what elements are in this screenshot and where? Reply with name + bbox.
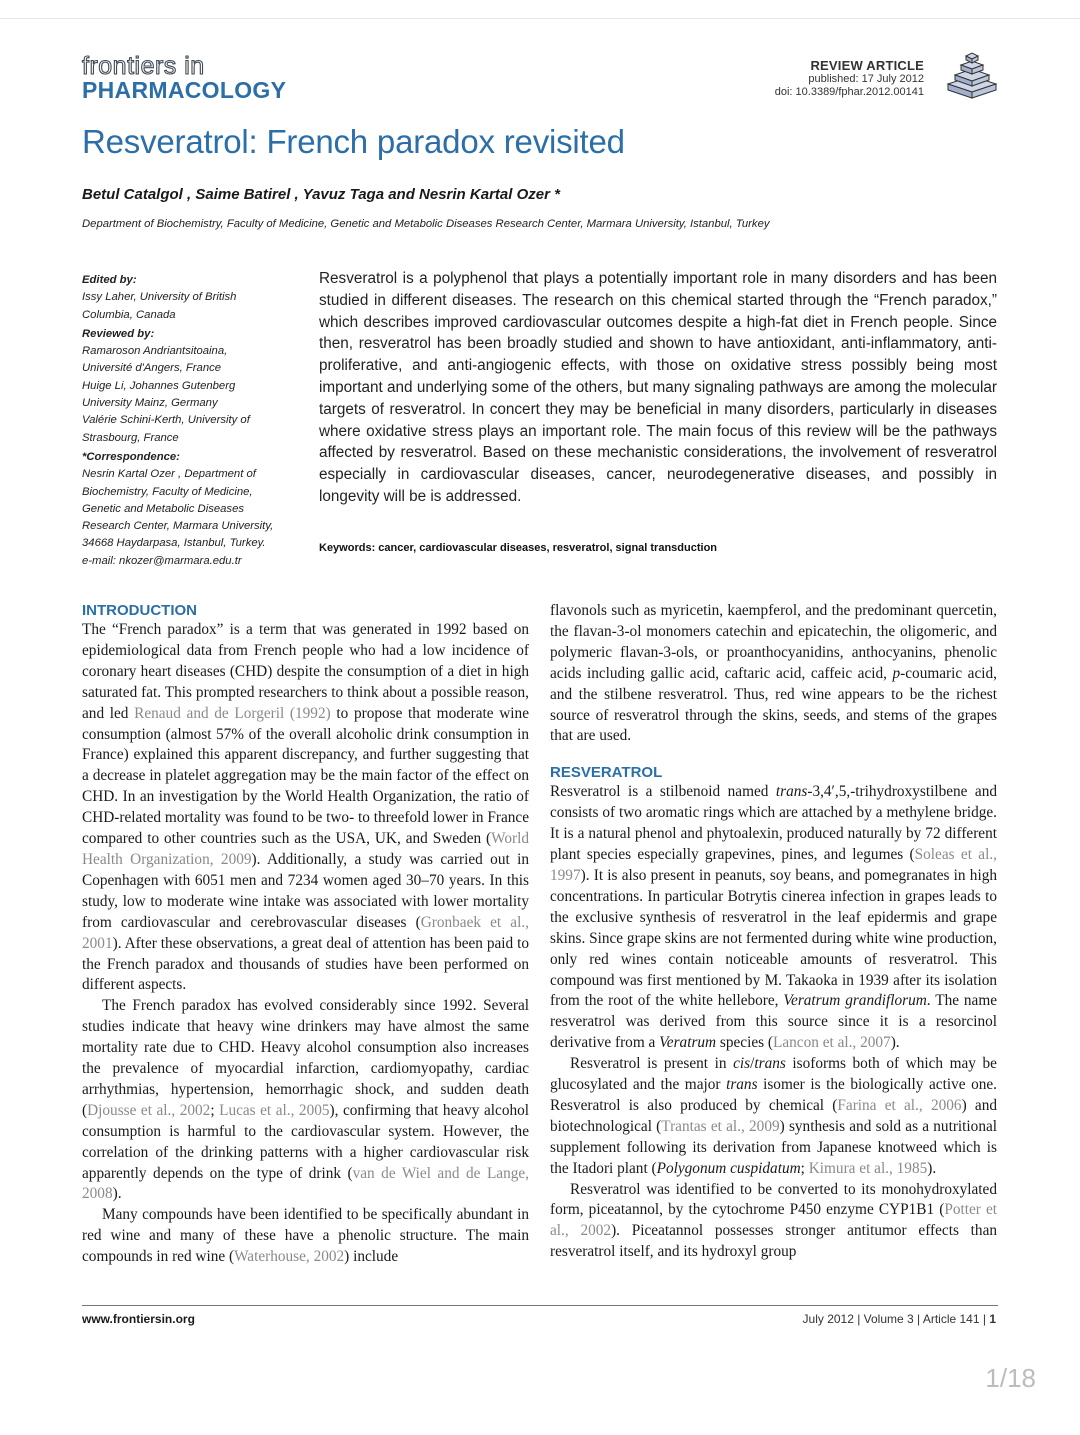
reviewer-line: Strasbourg, France: [82, 431, 179, 444]
reviewer-line: University Mainz, Germany: [82, 397, 218, 410]
paragraph: The “French paradox” is a term that was generated in 1992 based on epidemiological data from French people who had a low incidence of coronary heart diseases (CHD) despite the consumption of a diet in high saturated fat. This prompted researchers to think about a possible reason, and led Renaud and de Lorgeril (1992) to propose that moderate wine consumption (almost 57% of the overall alcoholic drink consumption in France) explained this apparent discrepancy, and further suggesting that a decrease in platelet aggregation may be the main factor of the effect on CHD. In an investigation by the World Health Organization, the ratio of CHD-related mortality was found to be two- to threefold lower in France compared to other countries such as the USA, UK, and Sweden (World Health Organization, 2009). Additionally, a study was carried out in Copenhagen with 6051 men and 7234 women aged 30–70 years. In this study, low to moderate wine intake was associated with lower mortality from cardiovascular and cerebrovascular diseases (Gronbaek et al., 2001). After these observations, a great deal of attention has been paid to the French paradox and thousands of studies have been performed on different aspects.: [82, 621, 529, 994]
affiliation: Department of Biochemistry, Faculty of Medicine, Genetic and Metabolic Diseases Research Center, Marmara University, Istanbul, Turkey: [82, 218, 770, 230]
author-list: Betul Catalgol , Saime Batirel , Yavuz Taga and Nesrin Kartal Ozer *: [82, 186, 560, 203]
footer-divider: [82, 1305, 998, 1306]
article-info: [775, 58, 924, 98]
citation-link[interactable]: Renaud and de Lorgeril (1992): [134, 704, 331, 722]
paragraph: Resveratrol is a stilbenoid named trans-3,4′,5,-trihydroxystilbene and consists of two aromatic rings which are attached by a methylene bridge. It is a natural phenol and phytoalexin, produced naturally by 72 different plant species especially grapevines, pines, and legumes (Soleas et al., 1997). It is also present in peanuts, soy beans, and pomegranates in high concentrations. In particular Botrytis cinerea infection in grapes leads to the exclusive synthesis of resveratrol in the leaf epidermis and grape skins. Since grape skins are not fermented during white wine production, only red wines contain noticeable amounts of resveratrol. This compound was first mentioned by M. Takaoka in 1939 after its isolation from the root of the white hellebore, Veratrum grandiflorum. The name resveratrol was derived from this source since it is a resorcinol derivative from a Veratrum species (Lancon et al., 2007).: [550, 783, 998, 1052]
review-article-icon: [944, 50, 1000, 100]
top-divider: [0, 18, 1080, 19]
paragraph: Resveratrol was identified to be converted to its monohydroxylated form, piceatannol, by the cytochrome P450 enzyme CYP1B1 (Potter et al., 2002). Piceatannol possesses stronger antitumor effects than resveratrol itself, and its hydroxyl group: [550, 1180, 998, 1261]
abstract: Resveratrol is a polyphenol that plays a potentially important role in many disorders and has been studied in different diseases. The research on this chemical started through the “French paradox,” which describes improved cardiovascular outcomes despite a high-fat diet in French people. Since then, resveratrol has been broadly studied and shown to have antioxidant, anti-inflammatory, anti-proliferative, and anti-angiogenic effects, with those on oxidative stress possibly being most important and underlying some of the others, but many signaling pathways are among the molecular targets of resveratrol. In concert they may be beneficial in many disorders, particularly in diseases where oxidative stress plays an important role. The main focus of this review will be the pathways affected by resveratrol. Based on these mechanistic considerations, the involvement of resveratrol especially in cardiovascular diseases, cancer, neurodegenerative diseases, and possibly in longevity will be is addressed.: [319, 270, 997, 505]
editor-line: Columbia, Canada: [82, 308, 176, 321]
section-heading-introduction: INTRODUCTION: [82, 602, 197, 619]
correspondence-line: Biochemistry, Faculty of Medicine,: [82, 485, 253, 498]
citation-link[interactable]: Potter et al., 2002: [550, 1201, 997, 1240]
footer-issue-info: July 2012 | Volume 3 | Article 141 | 1: [802, 1312, 996, 1326]
footer-page-number: 1: [989, 1312, 996, 1326]
citation-link[interactable]: Gronbaek et al., 2001: [82, 913, 529, 952]
article-type: REVIEW ARTICLE: [810, 58, 924, 73]
citation-link[interactable]: Lancon et al., 2007: [773, 1034, 891, 1052]
journal-name-bottom: PHARMACOLOGY: [82, 77, 287, 103]
correspondence-line: Genetic and Metabolic Diseases: [82, 502, 245, 515]
correspondence-line: Nesrin Kartal Ozer , Department of: [82, 468, 256, 481]
reviewer-line: Valérie Schini-Kerth, University of: [82, 414, 250, 427]
paragraph: Many compounds have been identified to be specifically abundant in red wine and many of these have a phenolic structure. The main compounds in red wine (Waterhouse, 2002) include: [82, 1206, 529, 1266]
section-heading-resveratrol: RESVERATROL: [550, 764, 663, 782]
right-column: [550, 601, 997, 1263]
correspondence-heading: *Correspondence:: [82, 450, 180, 463]
correspondence-line: 34668 Haydarpasa, Istanbul, Turkey.: [82, 537, 266, 550]
reviewer-line: Ramaroson Andriantsitoaina,: [82, 345, 228, 358]
reviewer-line: Université d'Angers, France: [82, 362, 222, 375]
page-indicator: 1/18: [985, 1363, 1036, 1393]
paragraph: Resveratrol is present in cis/trans isoforms both of which may be glucosylated and the major trans isomer is the biologically active one. Resveratrol is also produced by chemical (Farina et al., 2006) and biotechnological (Trantas et al., 2009) synthesis and sold as a nutritional supplement following its derivation from Japanese knotweed which is the Itadori plant (Polygonum cuspidatum; Kimura et al., 1985).: [550, 1055, 998, 1177]
correspondence-email[interactable]: e-mail: nkozer@marmara.edu.tr: [82, 554, 242, 567]
paragraph: The French paradox has evolved considerably since 1992. Several studies indicate that heavy wine drinkers may have almost the same mortality rate due to CHD. Heavy alcohol consumption also increases the prevalence of myocardial infarction, cardiomyopathy, cardiac arrhythmias, hypertension, hemorrhagic shock, and sudden death (Djousse et al., 2002; Lucas et al., 2005), confirming that heavy alcohol consumption is harmful to the cardiovascular system. However, the correlation of the drinking patterns with a higher cardiovascular risk apparently depends on the type of drink (van de Wiel and de Lange, 2008).: [82, 997, 530, 1203]
citation-link[interactable]: Djousse et al., 2002: [87, 1101, 211, 1119]
doi-link[interactable]: doi: 10.3389/fphar.2012.00141: [774, 85, 924, 98]
citation-link[interactable]: Waterhouse, 2002: [234, 1248, 345, 1266]
keywords: Keywords: cancer, cardiovascular diseases, resveratrol, signal transduction: [319, 542, 718, 554]
citation-link[interactable]: Soleas et al., 1997: [550, 846, 997, 884]
journal-logo[interactable]: [82, 54, 286, 102]
paragraph: flavonols such as myricetin, kaempferol, and the predominant quercetin, the flavan-3-ol monomers catechin and epicatechin, the oligomeric, and polymeric flavan-3-ols, or proanthocyanidins, anthocyanins, phenolic acids including gallic acid, caftaric acid, caffeic acid, p-coumaric acid, and the stilbene resveratrol. Thus, red wine appears to be the richest source of resveratrol through the skins, seeds, and stems of the grapes that are used.: [550, 602, 997, 745]
edited-by-heading: Edited by:: [82, 274, 137, 286]
editor-line: Issy Laher, University of British: [82, 291, 237, 304]
editorial-sidebar: [82, 270, 307, 570]
article-title: Resveratrol: French paradox revisited: [82, 123, 625, 160]
citation-link[interactable]: Farina et al., 2006: [837, 1096, 962, 1114]
citation-link[interactable]: Lucas et al., 2005: [219, 1101, 330, 1119]
journal-name-top: frontiers in: [82, 52, 205, 80]
reviewed-by-heading: Reviewed by:: [82, 327, 155, 340]
reviewer-line: Huige Li, Johannes Gutenberg: [82, 379, 236, 392]
footer-website-link[interactable]: www.frontiersin.org: [82, 1312, 195, 1326]
correspondence-line: Research Center, Marmara University,: [82, 520, 274, 533]
left-column: [82, 601, 529, 1268]
published-date: published: 17 July 2012: [808, 73, 924, 85]
citation-link[interactable]: van de Wiel and de Lange, 2008: [82, 1164, 529, 1203]
citation-link[interactable]: Trantas et al., 2009: [661, 1117, 780, 1135]
citation-link[interactable]: World Health Organization, 2009: [82, 830, 529, 868]
citation-link[interactable]: Kimura et al., 1985: [808, 1159, 928, 1177]
